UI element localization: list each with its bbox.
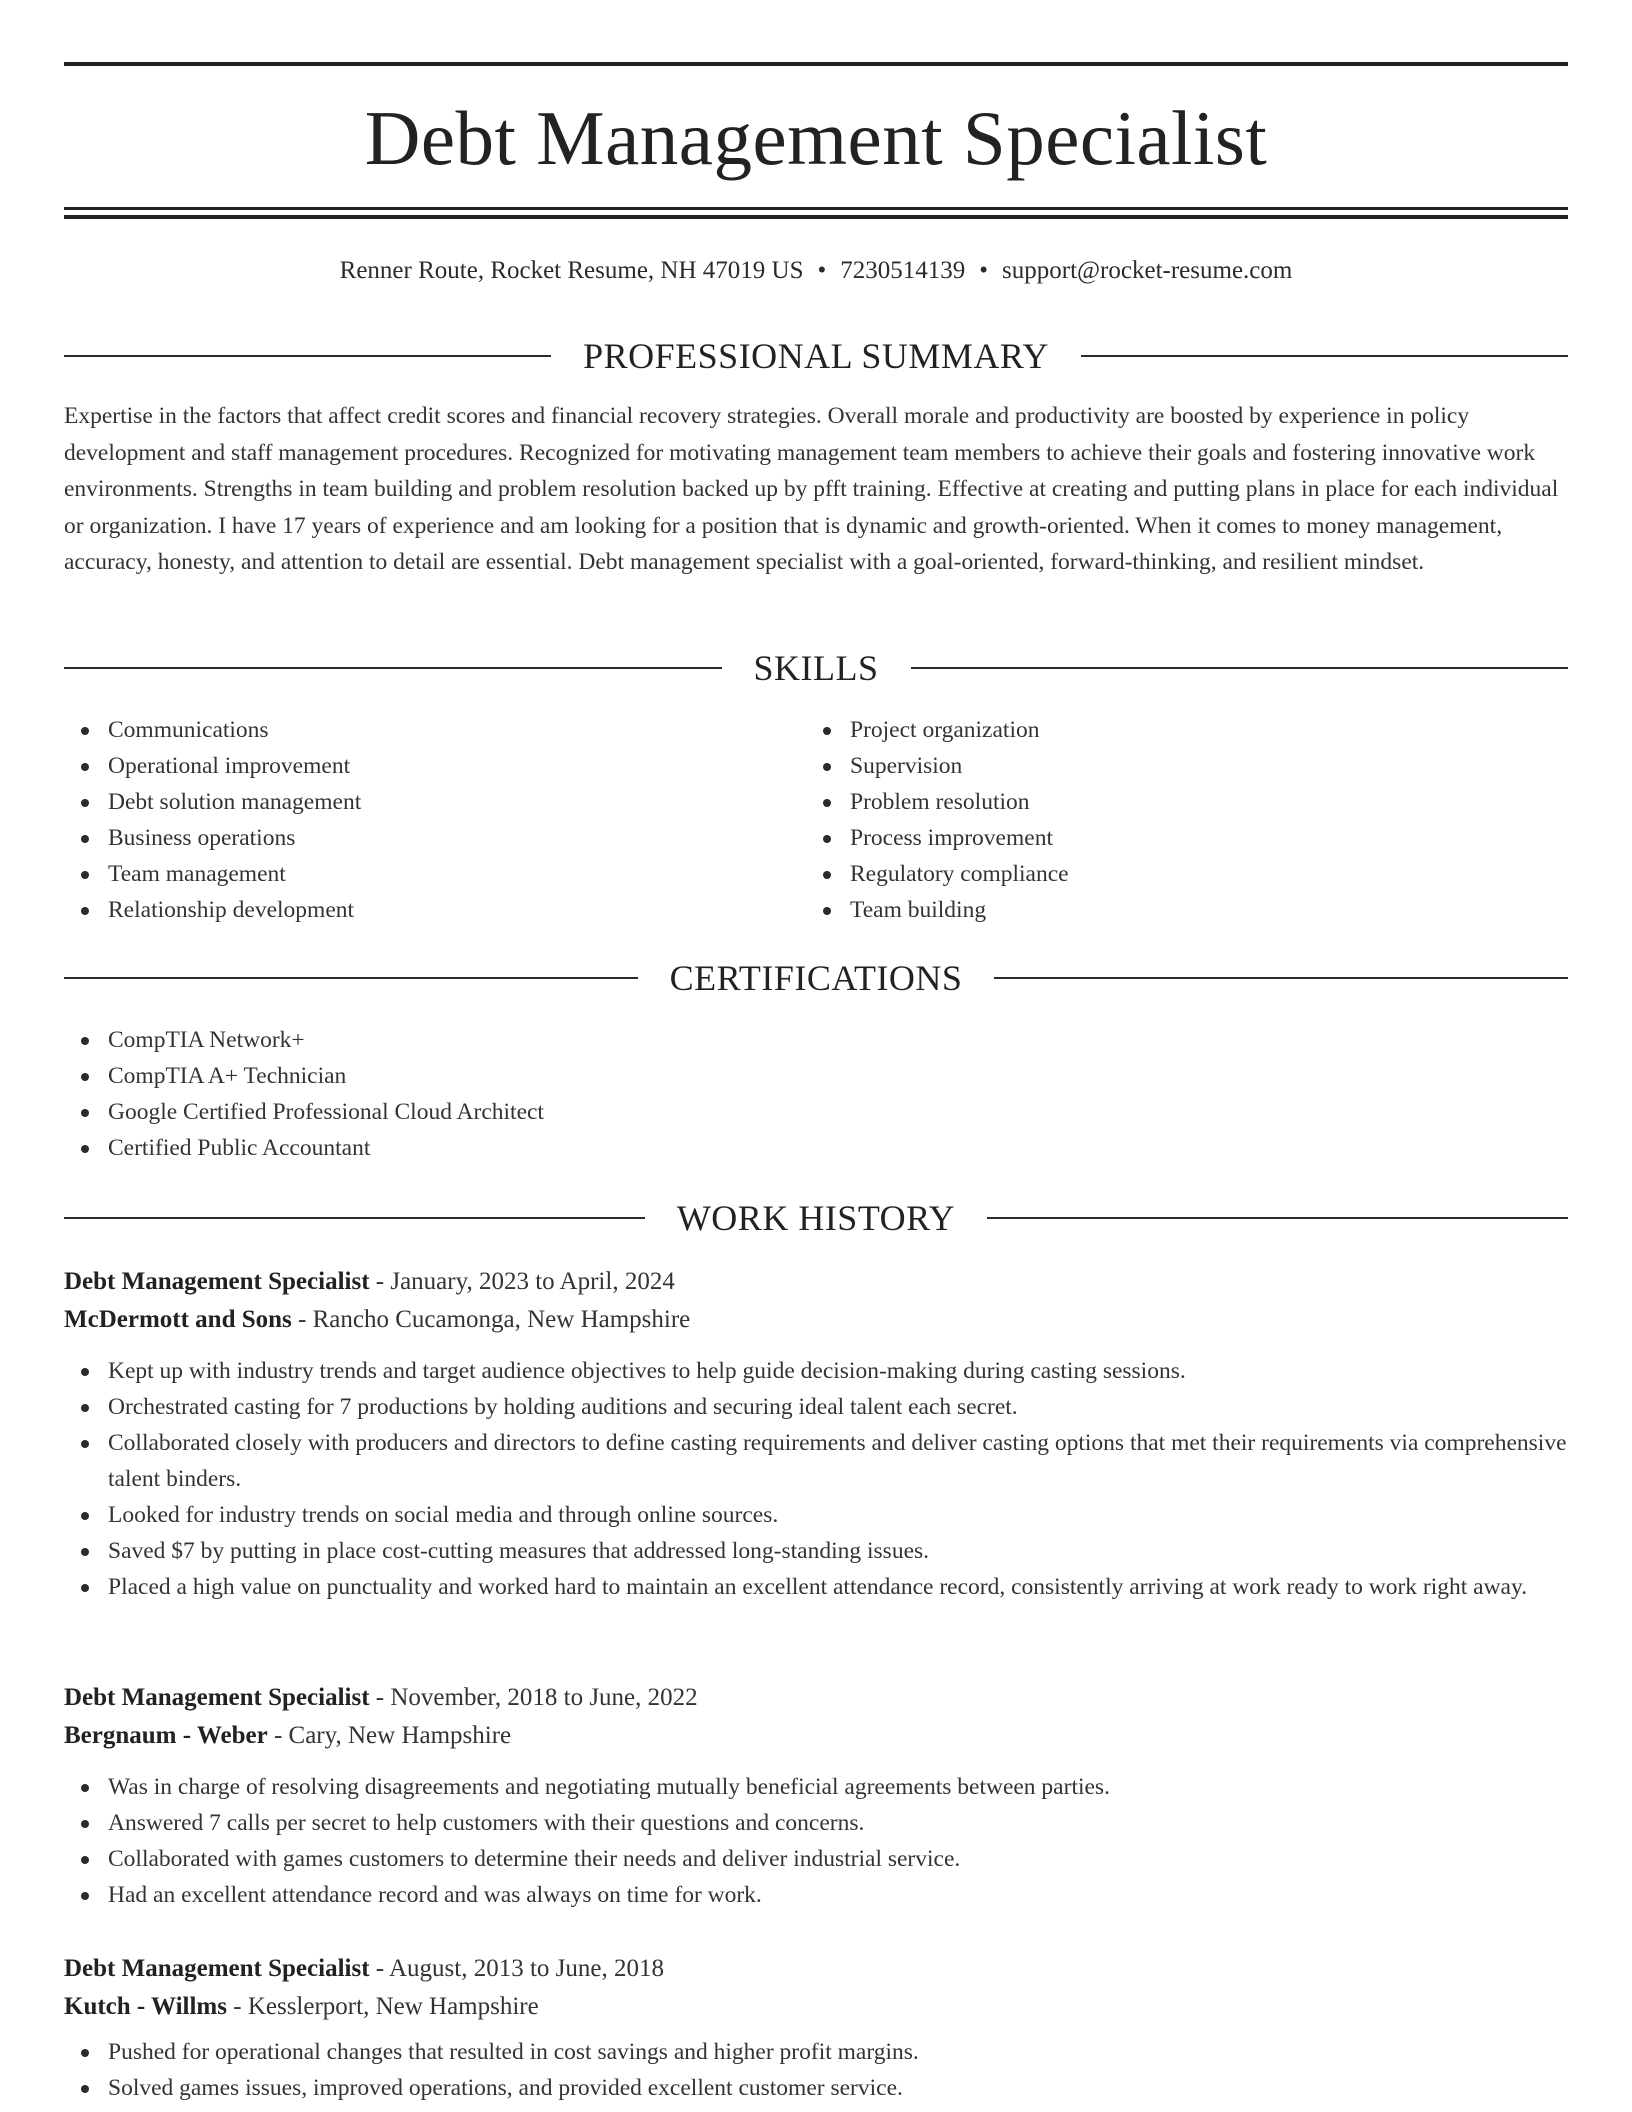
section-heading-summary [64,334,1568,378]
section-heading-certifications [64,956,1568,1000]
skill-item: Regulatory compliance [806,856,1506,892]
certification-item: Google Certified Professional Cloud Architect [64,1094,1568,1130]
job-role-line [64,1679,1568,1717]
skill-item: Problem resolution [806,784,1506,820]
job-company: Kutch - Willms [64,1993,227,2020]
header-double-rule-upper [64,207,1568,210]
section-rule-left [64,977,638,979]
job-role-line [64,1263,1568,1301]
job-location: - Rancho Cucamonga, New Hampshire [291,1306,691,1333]
skill-item: Project organization [806,712,1506,748]
job-company: McDermott and Sons [64,1306,292,1333]
skill-item: Business operations [64,820,764,856]
contact-address: Renner Route, Rocket Resume, NH 47019 US [339,257,804,284]
contact-email: support@rocket-resume.com [1002,257,1293,284]
skill-item: Team building [806,892,1506,928]
job-bullet: Placed a high value on punctuality and worked hard to maintain an excellent attendance record, consistently arriving at work ready to work right away. [64,1569,1568,1605]
skill-item: Communications [64,712,764,748]
job-company-line [64,1301,1568,1339]
job-dates: - August, 2013 to June, 2018 [369,1955,664,1982]
job-bullet: Was in charge of resolving disagreements and negotiating mutually beneficial agreements between parties. [64,1769,1568,1805]
section-rule-right [987,1217,1568,1219]
job-bullet: Pushed for operational changes that resulted in cost savings and higher profit margins. [64,2034,1568,2070]
job-title: Debt Management Specialist [64,1684,370,1711]
section-title-summary: PROFESSIONAL SUMMARY [583,336,1049,376]
certification-item: CompTIA Network+ [64,1022,1568,1058]
job-company: Bergnaum - Weber [64,1722,268,1749]
section-title-skills: SKILLS [753,648,879,688]
skill-item: Operational improvement [64,748,764,784]
job-bullet: Solved games issues, improved operations, and provided excellent customer service. [64,2070,1568,2106]
header-double-rule-lower [64,215,1568,219]
contact-phone: 7230514139 [840,257,966,284]
job-entry [64,1950,1568,2106]
section-rule-left [64,355,551,357]
job-entry [64,1679,1568,1913]
contact-line [64,253,1568,289]
summary-text: Expertise in the factors that affect credit scores and financial recovery strategies. Overall morale and productivity are boosted by experience in policy development and staff management procedures. Recognized for motivating management team members to achieve their goals and fostering innovative work environments. Strengths in team building and problem resolution backed up by pfft training. Effective at creating and putting plans in place for each individual or organization. I have 17 years of experience and am looking for a position that is dynamic and growth-oriented. When it comes to money management, accuracy, honesty, and attention to detail are essential. Debt management specialist with a goal-oriented, forward-thinking, and resilient mindset. [64,403,1559,575]
skill-item: Supervision [806,748,1506,784]
skill-item: Process improvement [806,820,1506,856]
job-company-line [64,1717,1568,1755]
skill-item: Relationship development [64,892,764,928]
job-bullet: Had an excellent attendance record and was always on time for work. [64,1877,1568,1913]
job-company-line [64,1988,1568,2026]
section-rule-left [64,1217,645,1219]
header-top-rule [64,62,1568,66]
job-bullet: Orchestrated casting for 7 productions by holding auditions and securing ideal talent each secret. [64,1389,1568,1425]
job-location: - Kesslerport, New Hampshire [227,1993,539,2020]
job-bullet: Collaborated with games customers to determine their needs and deliver industrial service. [64,1841,1568,1877]
section-rule-right [994,977,1568,979]
section-rule-left [64,667,722,669]
job-bullet: Collaborated closely with producers and directors to define casting requirements and deliver casting options that met their requirements via comprehensive talent binders. [64,1425,1568,1497]
job-bullets [64,1769,1568,1913]
job-bullets [64,2034,1568,2106]
job-bullet: Looked for industry trends on social media and through online sources. [64,1497,1568,1533]
skill-item: Team management [64,856,764,892]
certification-item: CompTIA A+ Technician [64,1058,1568,1094]
section-heading-work-history [64,1196,1568,1240]
job-bullet: Saved $7 by putting in place cost-cutting measures that addressed long-standing issues. [64,1533,1568,1569]
job-bullets [64,1353,1568,1605]
resume-title: Debt Management Specialist [364,95,1268,181]
job-bullet: Answered 7 calls per secret to help customers with their questions and concerns. [64,1805,1568,1841]
job-entry [64,1263,1568,1605]
contact-separator: • [979,257,989,284]
contact-separator: • [817,257,827,284]
section-title-work-history: WORK HISTORY [676,1198,956,1238]
certification-item: Certified Public Accountant [64,1130,1568,1166]
job-role-line [64,1950,1568,1988]
section-rule-right [911,667,1569,669]
skill-item: Debt solution management [64,784,764,820]
job-bullet: Kept up with industry trends and target audience objectives to help guide decision-making during casting sessions. [64,1353,1568,1389]
skills-list-right [806,712,1506,928]
skills-list-left [64,712,764,928]
certifications-list [64,1022,1568,1166]
section-heading-skills [64,646,1568,690]
job-title: Debt Management Specialist [64,1268,370,1295]
section-title-certifications: CERTIFICATIONS [669,958,963,998]
job-location: - Cary, New Hampshire [267,1722,512,1749]
section-rule-right [1081,355,1568,357]
job-dates: - November, 2018 to June, 2022 [369,1684,698,1711]
job-dates: - January, 2023 to April, 2024 [369,1268,675,1295]
job-title: Debt Management Specialist [64,1955,370,1982]
